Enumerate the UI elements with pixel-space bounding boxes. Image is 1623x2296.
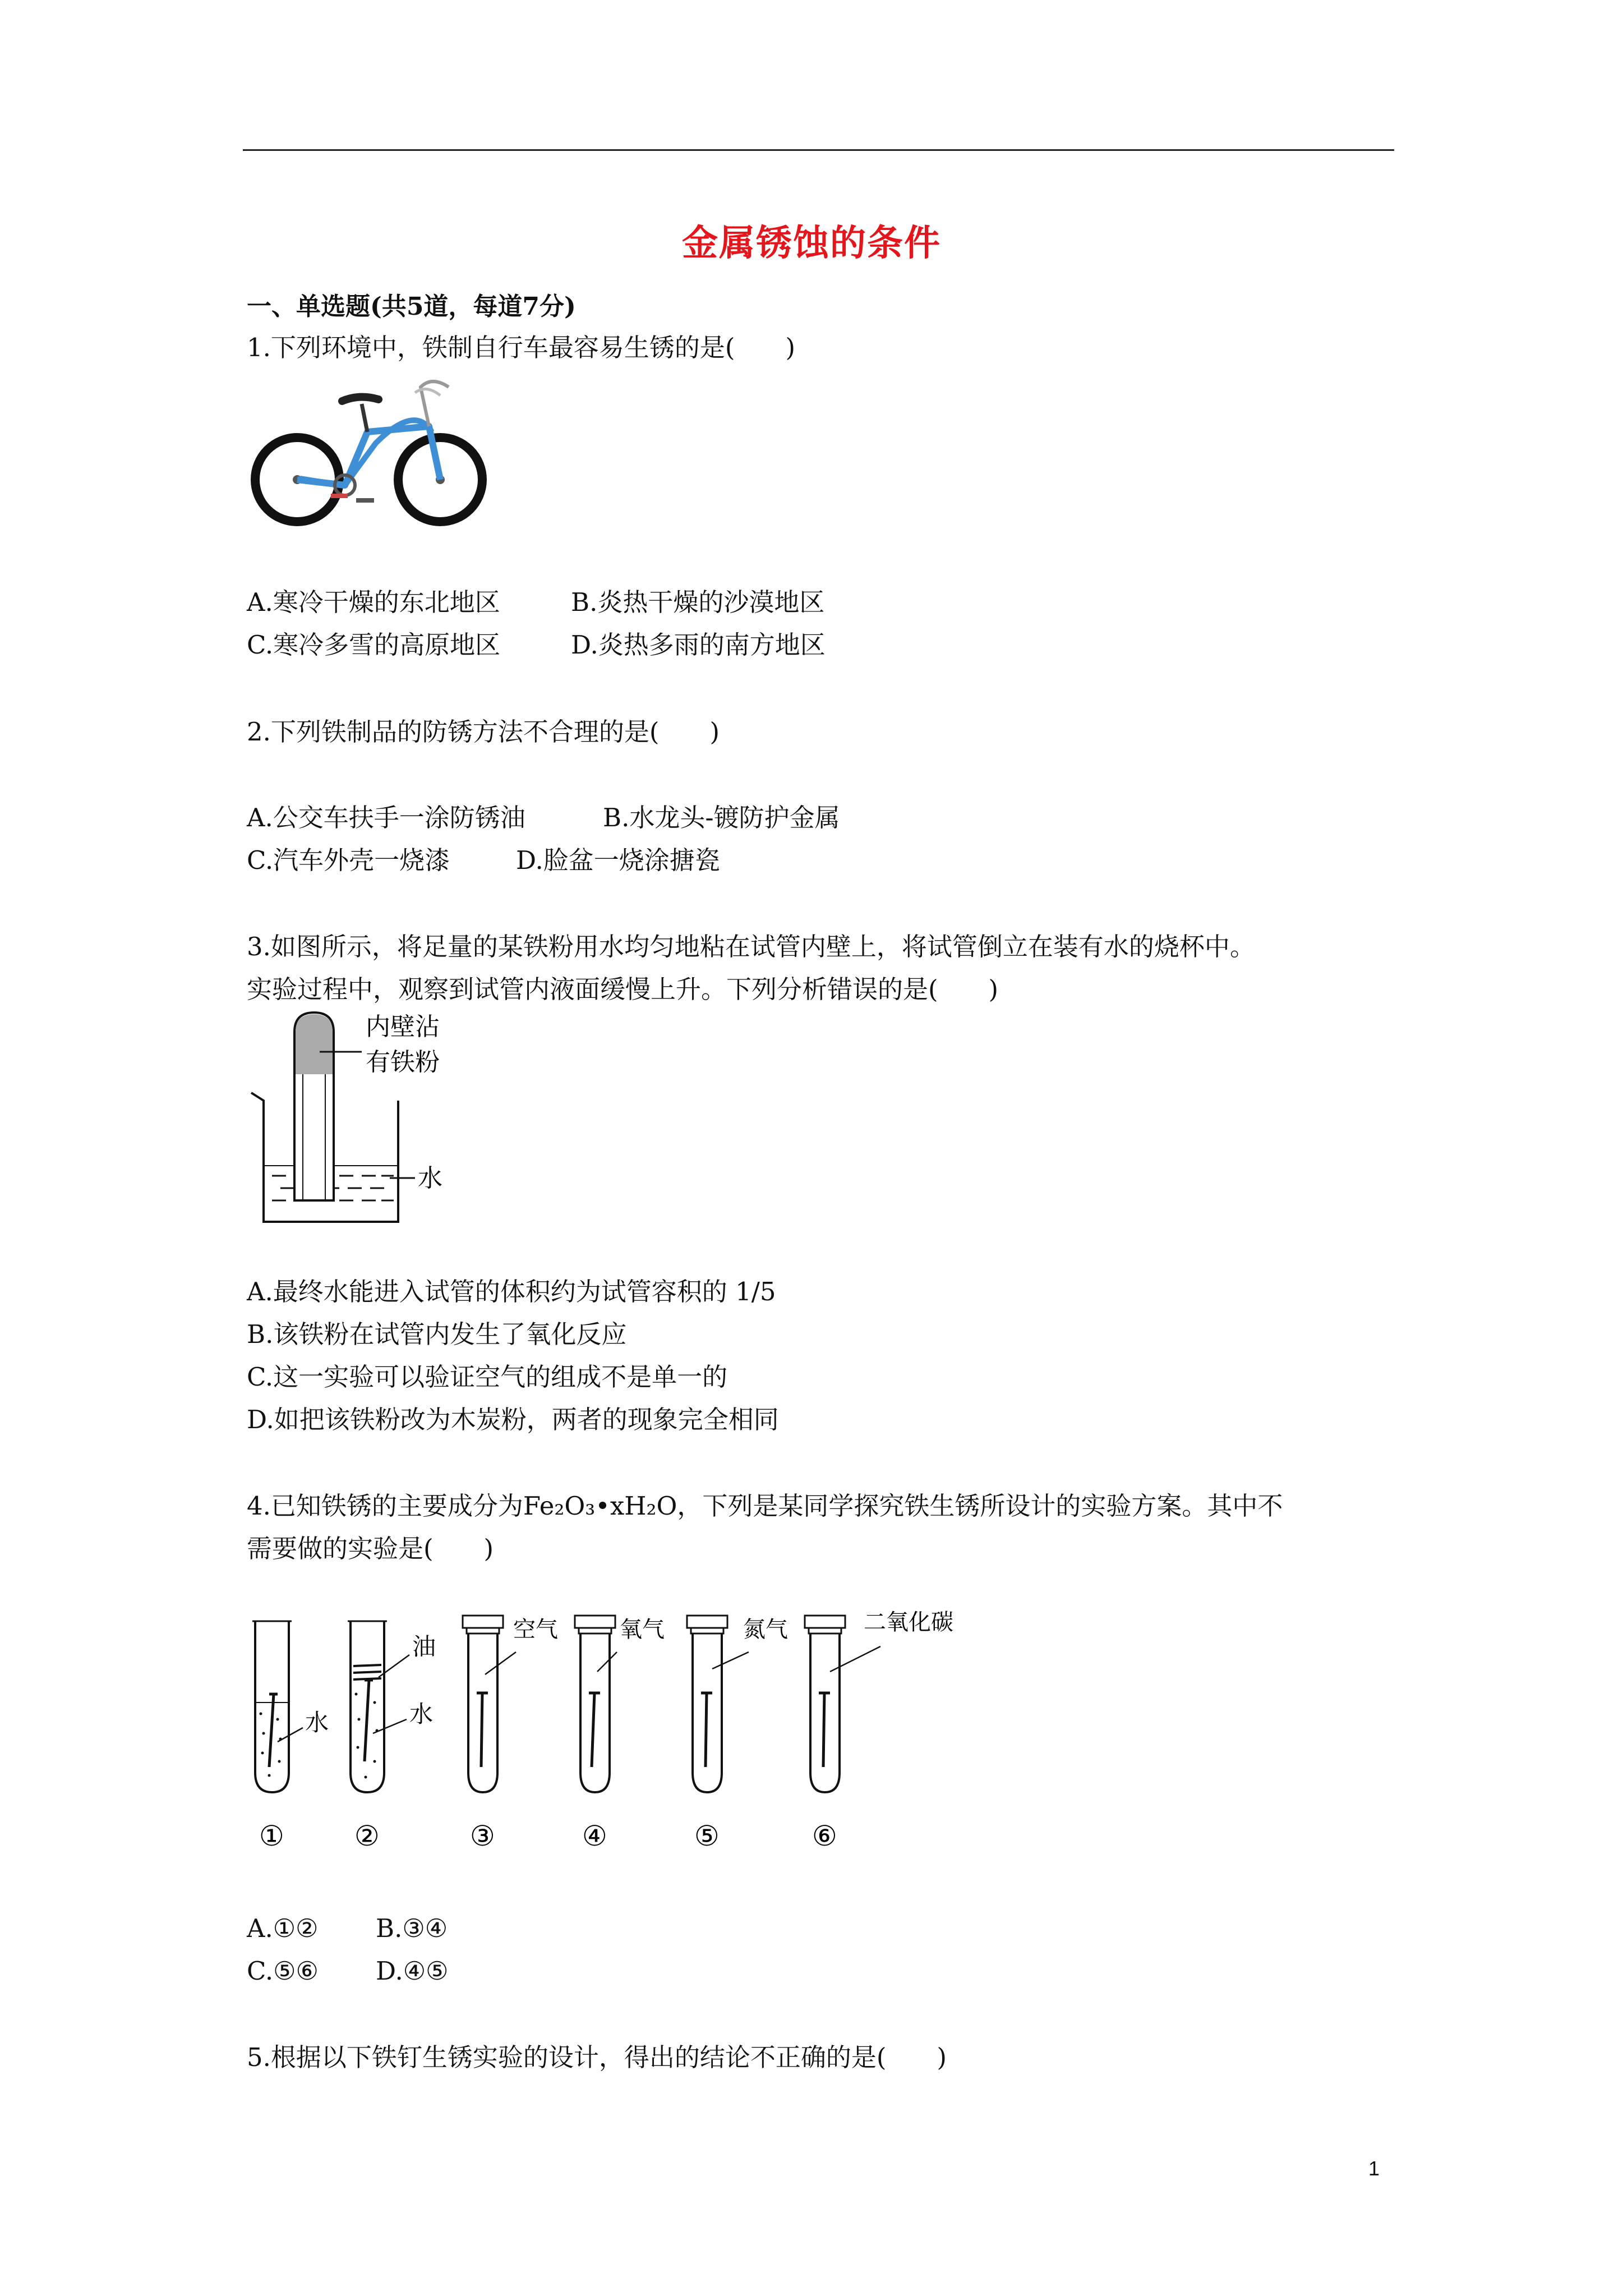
label-air: 空气 [513, 1617, 558, 1642]
rust-experiment-figure [247, 1599, 987, 1862]
q2-option-a[interactable]: A.公交车扶手一涂防锈油 [247, 803, 525, 832]
q4-option-b[interactable]: B.③④ [376, 1913, 448, 1943]
q4-option-c[interactable]: C.⑤⑥ [247, 1956, 319, 1986]
tube-6 [805, 1616, 880, 1792]
q1-option-d[interactable]: D.炎热多雨的南方地区 [571, 630, 826, 660]
page-number: 1 [1368, 2157, 1380, 2180]
label-tube1-water: 水 [305, 1709, 329, 1736]
tube-2 [348, 1621, 409, 1792]
label-carbon-dioxide: 二氧化碳 [864, 1609, 953, 1635]
label-iron-powder: 有铁粉 [366, 1048, 440, 1076]
label-tube2-water: 水 [409, 1700, 434, 1728]
label-water: 水 [418, 1164, 442, 1193]
label-oxygen: 氧气 [620, 1617, 665, 1642]
q3-option-c[interactable]: C.这一实验可以验证空气的组成不是单一的 [247, 1362, 728, 1392]
q1-option-c[interactable]: C.寒冷多雪的高原地区 [247, 630, 501, 660]
page-title: 金属锈蚀的条件 [682, 222, 941, 264]
q4-option-a[interactable]: A.①② [247, 1913, 319, 1943]
tube-1 [252, 1621, 303, 1792]
q4-stem-line1: 4.已知铁锈的主要成分为Fe₂O₃•xH₂O，下列是某同学探究铁生锈所设计的实验方案。其中不 [247, 1491, 1283, 1521]
header-rule [243, 149, 1394, 151]
q3-option-d[interactable]: D.如把该铁粉改为木炭粉，两者的现象完全相同 [247, 1405, 779, 1434]
tube-number-3: ③ [470, 1820, 495, 1852]
q4-option-d[interactable]: D.④⑤ [376, 1956, 449, 1986]
q1-stem: 1.下列环境中，铁制自行车最容易生锈的是( ) [247, 333, 796, 362]
tube-4 [575, 1616, 617, 1792]
tube-number-2: ② [354, 1820, 380, 1852]
q3-stem-line1: 3.如图所示，将足量的某铁粉用水均匀地粘在试管内壁上，将试管倒立在装有水的烧杯中。 [247, 932, 1255, 961]
tube-number-6: ⑥ [812, 1820, 837, 1852]
tube-number-5: ⑤ [694, 1820, 720, 1852]
tube-number-1: ① [259, 1820, 284, 1852]
tube-3 [463, 1616, 516, 1792]
label-nitrogen: 氮气 [743, 1617, 788, 1642]
label-inner-wall: 内壁沾 [366, 1013, 440, 1041]
tube-number-4: ④ [582, 1820, 607, 1852]
inverted-tube-figure [247, 1010, 494, 1228]
tube-5 [687, 1616, 749, 1792]
q3-stem-line2: 实验过程中，观察到试管内液面缓慢上升。下列分析错误的是( ) [247, 974, 999, 1004]
q2-option-d[interactable]: D.脸盆一烧涂搪瓷 [516, 845, 720, 875]
label-tube2-oil: 油 [412, 1633, 436, 1660]
q1-option-b[interactable]: B.炎热干燥的沙漠地区 [571, 587, 825, 617]
q2-stem: 2.下列铁制品的防锈方法不合理的是( ) [247, 717, 720, 747]
q2-option-c[interactable]: C.汽车外壳一烧漆 [247, 845, 450, 875]
q5-stem: 5.根据以下铁钉生锈实验的设计，得出的结论不正确的是( ) [247, 2042, 947, 2072]
q3-option-b[interactable]: B.该铁粉在试管内发生了氧化反应 [247, 1319, 627, 1349]
q4-stem-line2: 需要做的实验是( ) [247, 1534, 494, 1563]
bicycle-figure [247, 370, 505, 539]
q1-option-a[interactable]: A.寒冷干燥的东北地区 [247, 587, 500, 617]
q2-option-b[interactable]: B.水龙头-镀防护金属 [603, 803, 840, 832]
section-heading: 一、单选题(共5道，每道7分) [247, 292, 576, 321]
q3-option-a[interactable]: A.最终水能进入试管的体积约为试管容积的 1/5 [247, 1277, 776, 1306]
